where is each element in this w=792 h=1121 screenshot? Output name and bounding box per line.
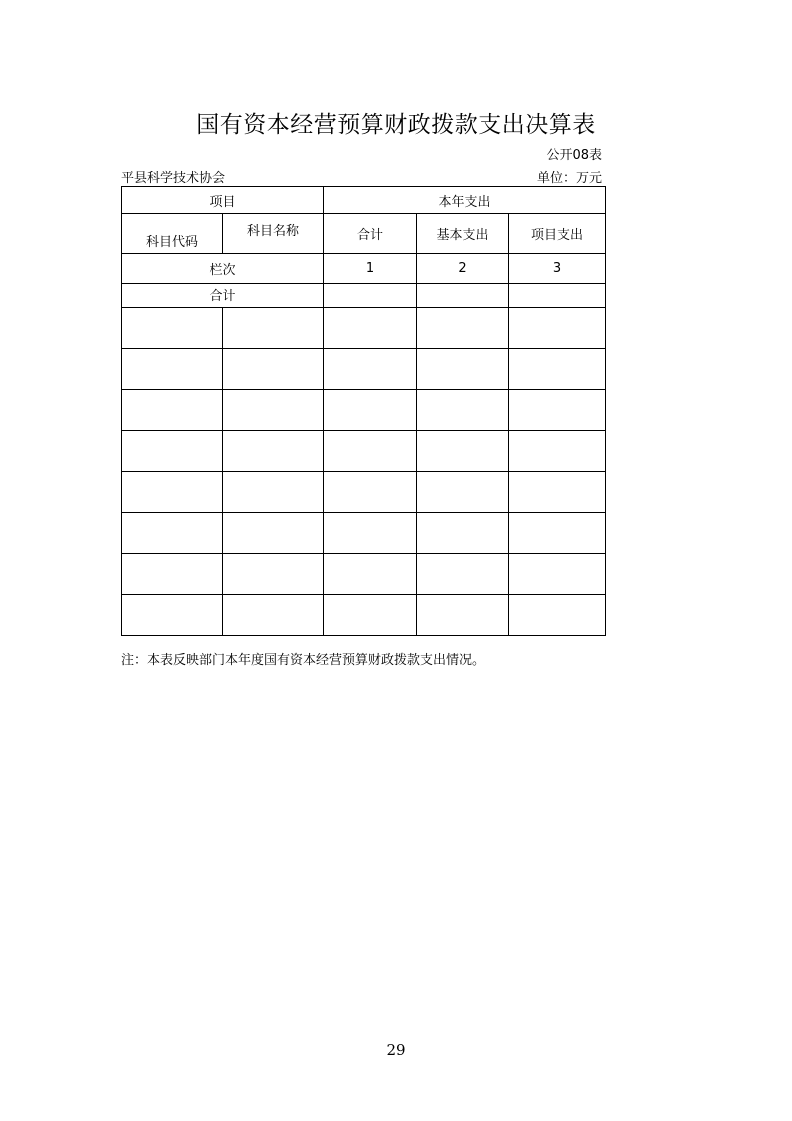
table-row	[122, 513, 606, 554]
column-number-1: 1	[324, 254, 417, 284]
table-cell	[122, 431, 223, 472]
table-row	[122, 308, 606, 349]
header-item: 项目	[122, 187, 324, 214]
table-cell	[122, 390, 223, 431]
table-row	[122, 349, 606, 390]
page-number: 29	[386, 1041, 406, 1059]
table-cell	[324, 349, 417, 390]
header-row-1	[122, 187, 606, 214]
table-cell	[509, 595, 606, 636]
table-cell	[509, 554, 606, 595]
table-cell	[509, 513, 606, 554]
table-cell	[417, 349, 509, 390]
table-cell	[417, 513, 509, 554]
table-cell	[122, 308, 223, 349]
column-number-2: 2	[417, 254, 509, 284]
table-cell	[509, 308, 606, 349]
column-number-3: 3	[509, 254, 606, 284]
table-row	[122, 595, 606, 636]
expenditure-table	[121, 186, 606, 636]
header-project-expenditure: 项目支出	[509, 214, 606, 254]
table-cell	[122, 349, 223, 390]
table-cell	[122, 513, 223, 554]
table-cell	[223, 595, 324, 636]
header-subject-name: 科目名称	[223, 214, 324, 254]
table-cell	[509, 390, 606, 431]
table-cell	[417, 554, 509, 595]
table-cell	[223, 554, 324, 595]
column-number-row	[122, 254, 606, 284]
total-row	[122, 284, 606, 308]
table-cell	[324, 308, 417, 349]
organization-name: 平县科学技术协会	[121, 171, 226, 186]
table-cell	[223, 431, 324, 472]
table-row	[122, 431, 606, 472]
header-basic-expenditure: 基本支出	[417, 214, 509, 254]
column-label: 栏次	[122, 254, 324, 284]
table-cell	[509, 431, 606, 472]
table-cell	[223, 349, 324, 390]
table-cell	[122, 554, 223, 595]
table-cell	[417, 308, 509, 349]
total-label: 合计	[122, 284, 324, 308]
table-cell	[509, 284, 606, 308]
table-row	[122, 472, 606, 513]
table-cell	[417, 472, 509, 513]
table-cell	[417, 431, 509, 472]
table-note: 注：本表反映部门本年度国有资本经营预算财政拨款支出情况。	[121, 653, 486, 668]
table-cell	[417, 284, 509, 308]
table-cell	[324, 513, 417, 554]
table-cell	[122, 595, 223, 636]
header-current-year-expenditure: 本年支出	[324, 187, 606, 214]
header-row-2	[122, 214, 606, 254]
table-cell	[509, 472, 606, 513]
table-cell	[122, 472, 223, 513]
table-cell	[223, 390, 324, 431]
unit-label: 单位：万元	[536, 171, 602, 186]
table-cell	[324, 595, 417, 636]
table-cell	[417, 595, 509, 636]
table-cell	[223, 308, 324, 349]
table-cell	[417, 390, 509, 431]
table-cell	[324, 390, 417, 431]
table-row	[122, 390, 606, 431]
form-number: 公开08表	[546, 148, 602, 163]
table-cell	[324, 431, 417, 472]
table-cell	[223, 472, 324, 513]
table-cell	[509, 349, 606, 390]
table-cell	[324, 472, 417, 513]
page-title: 国有资本经营预算财政拨款支出决算表	[196, 112, 596, 138]
table-cell	[324, 554, 417, 595]
header-total: 合计	[324, 214, 417, 254]
table-cell	[223, 513, 324, 554]
table-cell	[324, 284, 417, 308]
table-row	[122, 554, 606, 595]
header-subject-code: 科目代码	[122, 214, 223, 254]
